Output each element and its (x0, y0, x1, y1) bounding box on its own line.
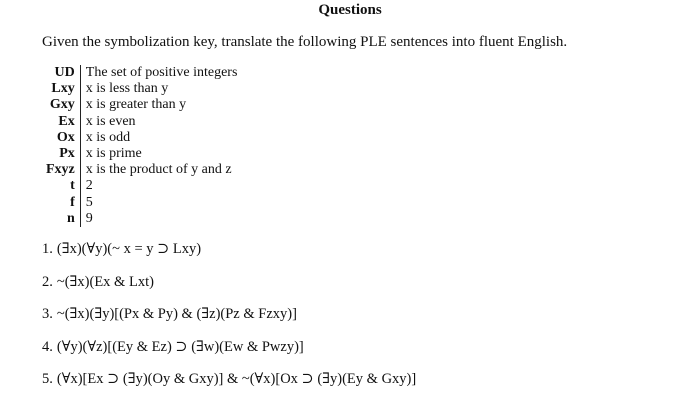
question-number: 1. (42, 241, 53, 257)
key-meaning: x is greater than y (85, 97, 187, 113)
key-row (46, 146, 237, 162)
key-row (46, 162, 237, 178)
key-meaning: x is less than y (85, 81, 169, 97)
question-formula: (∀x)[Ex ⊃ (∃y)(Oy & Gxy)] & ~(∀x)[Ox ⊃ (∃y)(Ey & Gxy)] (56, 371, 417, 387)
question-2 (42, 274, 154, 291)
key-row (46, 130, 237, 146)
key-symbol: Gxy (46, 97, 80, 113)
question-formula: (∀y)(∀z)[(Ey & Ez) ⊃ (∃w)(Ew & Pwzy)] (56, 339, 304, 355)
key-row (46, 178, 237, 194)
question-number: 5. (42, 371, 53, 387)
instruction-text: Given the symbolization key, translate the following PLE sentences into fluent English. (42, 34, 568, 50)
question-number: 3. (42, 306, 53, 322)
key-meaning: 9 (85, 210, 93, 226)
key-meaning: The set of positive integers (85, 65, 238, 81)
question-formula: (∃x)(∀y)(~ x = y ⊃ Lxy) (56, 241, 202, 257)
key-row (46, 97, 237, 113)
key-row (46, 65, 237, 81)
question-3 (42, 306, 297, 323)
key-symbol: Ex (46, 114, 80, 130)
key-row (46, 195, 237, 211)
key-meaning: 2 (85, 178, 93, 194)
key-symbol: t (46, 178, 80, 194)
key-symbol: f (46, 195, 80, 211)
key-meaning: x is even (85, 113, 136, 129)
key-meaning: x is odd (85, 129, 131, 145)
page-title: Questions (318, 2, 382, 18)
question-number: 2. (42, 274, 53, 290)
key-symbol: Ox (46, 130, 80, 146)
question-1 (42, 241, 201, 258)
question-4 (42, 339, 304, 356)
question-5 (42, 371, 416, 388)
question-formula: ~(∃x)(∃y)[(Px & Py) & (∃z)(Pz & Fzxy)] (56, 306, 297, 322)
key-symbol: Px (46, 146, 80, 162)
key-row (46, 81, 237, 97)
key-symbol: n (46, 211, 80, 227)
key-row (46, 211, 237, 227)
key-symbol: Fxyz (46, 162, 80, 178)
key-meaning: x is the product of y and z (85, 162, 232, 178)
key-meaning: 5 (85, 194, 93, 210)
question-number: 4. (42, 339, 53, 355)
symbolization-key-table (46, 65, 237, 227)
key-meaning: x is prime (85, 146, 142, 162)
key-symbol: Lxy (46, 81, 80, 97)
key-symbol: UD (46, 65, 80, 81)
question-formula: ~(∃x)(Ex & Lxt) (56, 274, 154, 290)
key-row (46, 114, 237, 130)
